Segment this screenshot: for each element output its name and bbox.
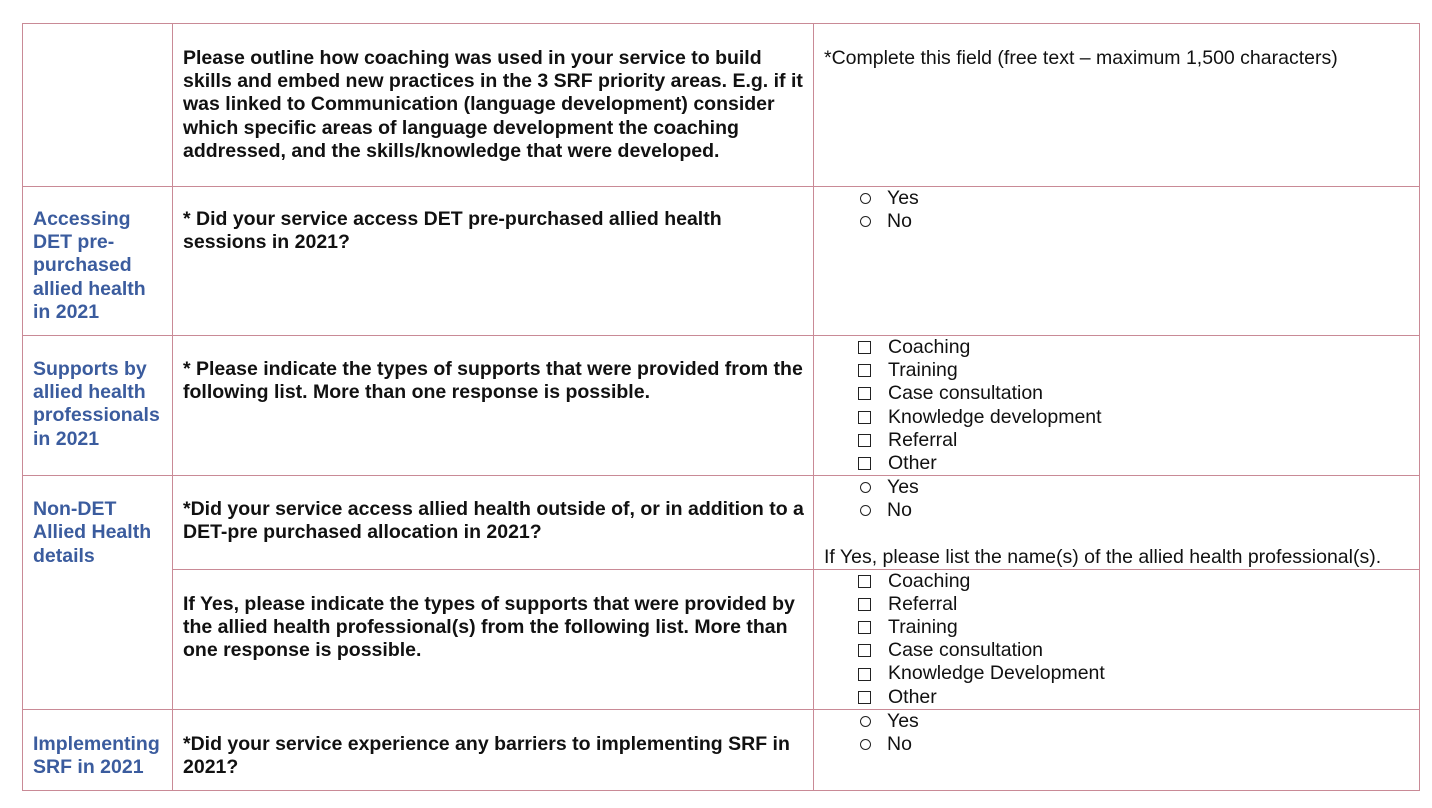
radio-label: Yes (887, 476, 919, 499)
checkbox-icon (858, 341, 871, 354)
implementing-radio-group (824, 710, 1415, 756)
accessing-question: * Did your service access DET pre-purchased allied health sessions in 2021? (173, 187, 814, 336)
non-det-types-question: If Yes, please indicate the types of supports that were provided by the allied health professional(s) from the following list. More than one response is possible. (173, 569, 814, 709)
radio-option-no[interactable] (858, 210, 1415, 233)
coaching-free-text-field[interactable] (814, 24, 1420, 187)
checkbox-option-knowledge-development[interactable] (858, 662, 1415, 685)
radio-circle-icon (860, 482, 871, 493)
radio-label: No (887, 733, 912, 756)
radio-option-yes[interactable] (858, 187, 1415, 210)
checkbox-option-referral[interactable] (858, 429, 1415, 452)
checkbox-icon (858, 644, 871, 657)
checkbox-icon (858, 457, 871, 470)
coaching-row (23, 24, 1420, 187)
radio-option-no[interactable] (858, 733, 1415, 756)
non-det-types-answer-cell (814, 569, 1420, 709)
checkbox-label: Knowledge development (888, 405, 1102, 428)
non-det-radio-group (824, 476, 1415, 522)
non-det-name-note[interactable]: If Yes, please list the name(s) of the allied health professional(s). (824, 545, 1382, 568)
checkbox-label: Other (888, 685, 937, 708)
coaching-label-cell (23, 24, 173, 187)
checkbox-icon (858, 598, 871, 611)
accessing-radio-group (824, 187, 1415, 233)
checkbox-option-case-consultation[interactable] (858, 639, 1415, 662)
radio-label: No (887, 499, 912, 522)
radio-circle-icon (860, 505, 871, 516)
checkbox-label: Case consultation (888, 639, 1044, 662)
accessing-section-label: Accessing DET pre-purchased allied health in 2021 (23, 187, 173, 336)
checkbox-icon (858, 434, 871, 447)
checkbox-icon (858, 364, 871, 377)
implementing-row (23, 709, 1420, 790)
checkbox-icon (858, 668, 871, 681)
checkbox-option-other[interactable] (858, 686, 1415, 709)
accessing-answer-cell (814, 187, 1420, 336)
checkbox-label: Case consultation (888, 382, 1044, 405)
radio-label: Yes (887, 187, 919, 209)
checkbox-label: Coaching (888, 569, 971, 592)
checkbox-label: Referral (888, 592, 958, 615)
checkbox-label: Coaching (888, 336, 971, 358)
supports-row (23, 336, 1420, 476)
checkbox-option-training[interactable] (858, 359, 1415, 382)
non-det-types-row (23, 569, 1420, 709)
supports-checkbox-group (824, 336, 1415, 475)
radio-circle-icon (860, 716, 871, 727)
supports-section-label: Supports by allied health professionals in 2021 (23, 336, 173, 476)
non-det-question: *Did your service access allied health outside of, or in addition to a DET-pre purchased allocation in 2021? (173, 476, 814, 570)
checkbox-label: Training (888, 616, 958, 639)
non-det-types-checkbox-group (824, 570, 1415, 709)
checkbox-label: Referral (888, 428, 958, 451)
radio-option-no[interactable] (858, 499, 1415, 522)
supports-answer-cell (814, 336, 1420, 476)
checkbox-label: Other (888, 451, 937, 474)
radio-circle-icon (860, 739, 871, 750)
radio-circle-icon (860, 216, 871, 227)
checkbox-option-case-consultation[interactable] (858, 382, 1415, 405)
checkbox-option-training[interactable] (858, 616, 1415, 639)
implementing-answer-cell (814, 709, 1420, 790)
checkbox-label: Knowledge Development (888, 662, 1105, 685)
implementing-question: *Did your service experience any barriers to implementing SRF in 2021? (173, 709, 814, 790)
non-det-answer-cell (814, 476, 1420, 570)
checkbox-icon (858, 621, 871, 634)
checkbox-icon (858, 691, 871, 704)
non-det-section-label: Non-DET Allied Health details (23, 476, 173, 710)
checkbox-label: Training (888, 359, 958, 382)
radio-option-yes[interactable] (858, 476, 1415, 499)
checkbox-option-other[interactable] (858, 452, 1415, 475)
coaching-free-text-hint: *Complete this field (free text – maximum 1,500 characters) (824, 47, 1338, 69)
radio-label: Yes (887, 709, 919, 732)
coaching-question: Please outline how coaching was used in your service to build skills and embed new practices in the 3 SRF priority areas. E.g. if it was linked to Communication (language development) consider which specific areas of language development the coaching addressed, and the skills/knowledge that were developed. (173, 24, 814, 187)
accessing-row (23, 187, 1420, 336)
checkbox-option-knowledge-development[interactable] (858, 406, 1415, 429)
checkbox-icon (858, 387, 871, 400)
checkbox-option-coaching[interactable] (858, 570, 1415, 593)
checkbox-option-referral[interactable] (858, 593, 1415, 616)
implementing-section-label: Implementing SRF in 2021 (23, 709, 173, 790)
checkbox-option-coaching[interactable] (858, 336, 1415, 359)
survey-form-table (22, 23, 1420, 791)
checkbox-icon (858, 575, 871, 588)
non-det-row (23, 476, 1420, 570)
radio-circle-icon (860, 193, 871, 204)
radio-label: No (887, 210, 912, 233)
supports-question: * Please indicate the types of supports that were provided from the following list. More than one response is possible. (173, 336, 814, 476)
radio-option-yes[interactable] (858, 710, 1415, 733)
checkbox-icon (858, 411, 871, 424)
